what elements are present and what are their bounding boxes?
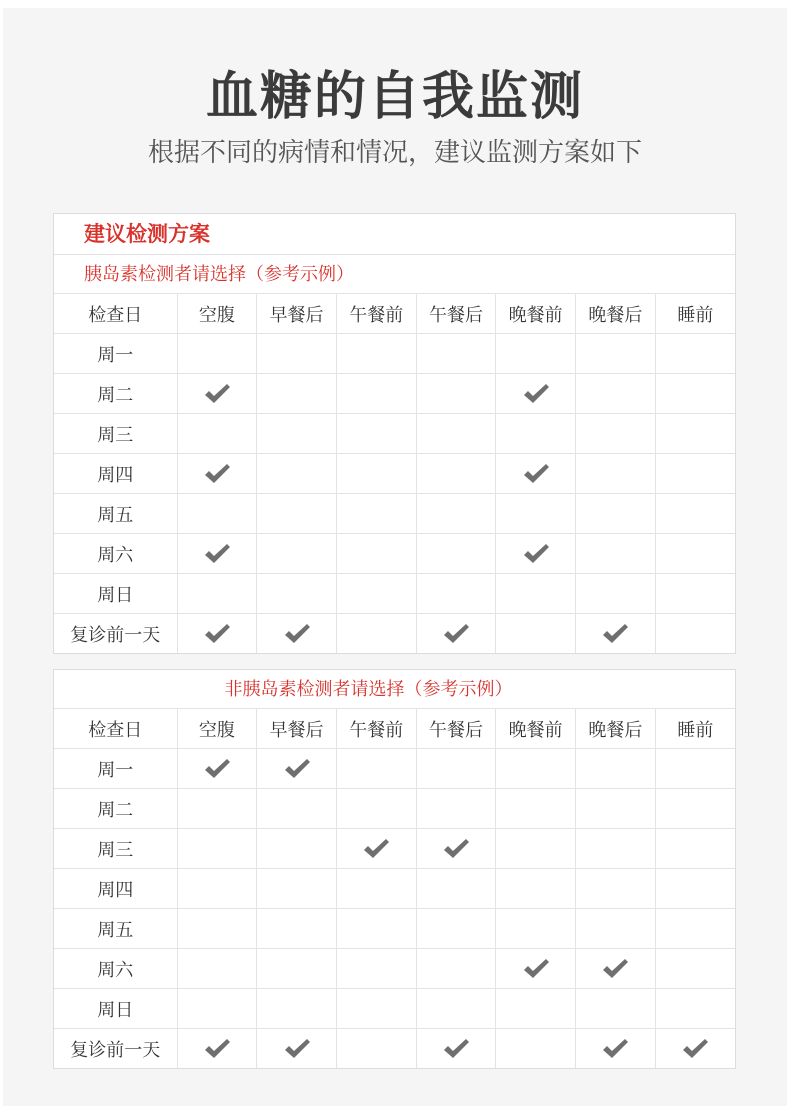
schedule-cell <box>576 334 656 374</box>
schedule-table <box>54 294 735 653</box>
schedule-cell <box>576 949 656 989</box>
column-header: 检查日 <box>54 294 177 334</box>
schedule-cell <box>336 534 416 574</box>
card-subheading: 胰岛素检测者请选择（参考示例） <box>54 255 735 294</box>
schedule-cell <box>257 909 337 949</box>
schedule-cell <box>257 414 337 454</box>
schedule-cell <box>496 989 576 1029</box>
schedule-cell <box>257 869 337 909</box>
table-header-row <box>54 709 735 749</box>
checkmark-icon <box>442 622 470 646</box>
column-header: 午餐后 <box>416 709 496 749</box>
day-label: 周四 <box>54 869 177 909</box>
schedule-cell <box>336 454 416 494</box>
column-header: 午餐后 <box>416 294 496 334</box>
schedule-cell <box>496 1029 576 1069</box>
schedule-cell <box>655 789 735 829</box>
schedule-cell <box>576 494 656 534</box>
column-header: 午餐前 <box>336 709 416 749</box>
schedule-cell <box>177 454 257 494</box>
schedule-cell <box>576 989 656 1029</box>
schedule-cell <box>576 829 656 869</box>
schedule-cell <box>576 534 656 574</box>
schedule-cell <box>177 1029 257 1069</box>
schedule-cell <box>655 334 735 374</box>
table-row <box>54 1029 735 1069</box>
checkmark-icon <box>203 462 231 486</box>
table-row <box>54 534 735 574</box>
schedule-cell <box>177 789 257 829</box>
schedule-cell <box>416 949 496 989</box>
schedule-table <box>54 709 735 1068</box>
schedule-cell <box>177 614 257 654</box>
column-header: 空腹 <box>177 294 257 334</box>
checkmark-icon <box>203 1037 231 1061</box>
column-header: 睡前 <box>655 294 735 334</box>
schedule-cell <box>496 949 576 989</box>
schedule-cell <box>416 454 496 494</box>
schedule-cell <box>416 574 496 614</box>
schedule-cell <box>576 414 656 454</box>
schedule-cell <box>655 454 735 494</box>
checkmark-icon <box>362 837 390 861</box>
checkmark-icon <box>522 957 550 981</box>
schedule-cell <box>336 749 416 789</box>
table-row <box>54 414 735 454</box>
table-row <box>54 454 735 494</box>
schedule-cell <box>257 494 337 534</box>
schedule-cell <box>496 909 576 949</box>
column-header: 早餐后 <box>257 294 337 334</box>
schedule-cell <box>416 494 496 534</box>
day-label: 周一 <box>54 749 177 789</box>
schedule-cell <box>336 374 416 414</box>
checkmark-icon <box>283 622 311 646</box>
schedule-cell <box>496 494 576 534</box>
schedule-cell <box>496 374 576 414</box>
schedule-cell <box>257 749 337 789</box>
table-row <box>54 869 735 909</box>
table-row <box>54 574 735 614</box>
column-header: 晚餐后 <box>576 294 656 334</box>
checkmark-icon <box>681 1037 709 1061</box>
schedule-cell <box>177 574 257 614</box>
schedule-cell <box>336 574 416 614</box>
day-label: 周五 <box>54 909 177 949</box>
schedule-cell <box>177 989 257 1029</box>
schedule-cell <box>257 1029 337 1069</box>
checkmark-icon <box>522 542 550 566</box>
schedule-cell <box>416 534 496 574</box>
schedule-cell <box>416 789 496 829</box>
checkmark-icon <box>601 1037 629 1061</box>
schedule-cell <box>177 494 257 534</box>
day-label: 周二 <box>54 374 177 414</box>
checkmark-icon <box>203 542 231 566</box>
schedule-cell <box>655 494 735 534</box>
column-header: 晚餐前 <box>496 709 576 749</box>
checkmark-icon <box>203 622 231 646</box>
schedule-cell <box>336 1029 416 1069</box>
schedule-cell <box>496 829 576 869</box>
schedule-cell <box>177 829 257 869</box>
table-row <box>54 989 735 1029</box>
page-subtitle: 根据不同的病情和情况，建议监测方案如下 <box>147 138 642 168</box>
schedule-cell <box>336 829 416 869</box>
day-label: 复诊前一天 <box>54 614 177 654</box>
schedule-cell <box>496 749 576 789</box>
checkmark-icon <box>203 382 231 406</box>
schedule-cell <box>496 534 576 574</box>
schedule-cell <box>655 909 735 949</box>
schedule-cell <box>257 374 337 414</box>
schedule-cell <box>336 789 416 829</box>
schedule-cell <box>177 534 257 574</box>
day-label: 周六 <box>54 534 177 574</box>
schedule-cell <box>655 869 735 909</box>
column-header: 午餐前 <box>336 294 416 334</box>
schedule-cell <box>655 574 735 614</box>
schedule-cell <box>257 534 337 574</box>
checkmark-icon <box>522 462 550 486</box>
schedule-cell <box>655 414 735 454</box>
table-row <box>54 749 735 789</box>
checkmark-icon <box>283 757 311 781</box>
schedule-cell <box>336 869 416 909</box>
schedule-cell <box>257 334 337 374</box>
schedule-cell <box>257 989 337 1029</box>
table-header-row <box>54 294 735 334</box>
schedule-cell <box>416 989 496 1029</box>
schedule-cell <box>416 1029 496 1069</box>
schedule-cell <box>496 614 576 654</box>
schedule-cell <box>496 869 576 909</box>
checkmark-icon <box>283 1037 311 1061</box>
schedule-cell <box>336 334 416 374</box>
day-label: 周二 <box>54 789 177 829</box>
schedule-cell <box>336 494 416 534</box>
table-row <box>54 494 735 534</box>
schedule-cell <box>257 789 337 829</box>
day-label: 周日 <box>54 574 177 614</box>
checkmark-icon <box>601 957 629 981</box>
table-row <box>54 949 735 989</box>
schedule-cell <box>496 574 576 614</box>
schedule-cell <box>177 869 257 909</box>
schedule-cell <box>177 374 257 414</box>
column-header: 空腹 <box>177 709 257 749</box>
schedule-cell <box>177 949 257 989</box>
schedule-cell <box>336 414 416 454</box>
schedule-cell <box>416 414 496 454</box>
column-header: 晚餐前 <box>496 294 576 334</box>
schedule-cell <box>416 374 496 414</box>
checkmark-icon <box>442 837 470 861</box>
schedule-cell <box>257 829 337 869</box>
schedule-cell <box>576 869 656 909</box>
column-header: 睡前 <box>655 709 735 749</box>
schedule-cell <box>655 949 735 989</box>
schedule-cell <box>576 749 656 789</box>
schedule-cell <box>576 574 656 614</box>
schedule-cell <box>576 1029 656 1069</box>
checkmark-icon <box>522 382 550 406</box>
schedule-cell <box>576 454 656 494</box>
schedule-cell <box>576 909 656 949</box>
checkmark-icon <box>601 622 629 646</box>
day-label: 周一 <box>54 334 177 374</box>
card-subheading: 非胰岛素检测者请选择（参考示例） <box>54 670 735 709</box>
schedule-cell <box>655 989 735 1029</box>
schedule-cell <box>416 829 496 869</box>
day-label: 周三 <box>54 414 177 454</box>
schedule-cell <box>416 869 496 909</box>
day-label: 周三 <box>54 829 177 869</box>
insulin-schedule-card <box>53 213 736 654</box>
schedule-cell <box>177 334 257 374</box>
column-header: 晚餐后 <box>576 709 656 749</box>
schedule-cell <box>416 614 496 654</box>
non-insulin-schedule-card <box>53 669 736 1069</box>
schedule-cell <box>177 909 257 949</box>
schedule-cell <box>655 829 735 869</box>
schedule-cell <box>655 749 735 789</box>
schedule-cell <box>257 614 337 654</box>
schedule-cell <box>576 614 656 654</box>
table-row <box>54 374 735 414</box>
day-label: 周日 <box>54 989 177 1029</box>
schedule-cell <box>177 414 257 454</box>
schedule-cell <box>177 749 257 789</box>
schedule-cell <box>257 574 337 614</box>
checkmark-icon <box>203 757 231 781</box>
schedule-cell <box>496 789 576 829</box>
column-header: 早餐后 <box>257 709 337 749</box>
schedule-cell <box>655 374 735 414</box>
schedule-cell <box>416 909 496 949</box>
schedule-cell <box>655 534 735 574</box>
schedule-cell <box>257 454 337 494</box>
column-header: 检查日 <box>54 709 177 749</box>
schedule-cell <box>496 454 576 494</box>
table-row <box>54 909 735 949</box>
schedule-cell <box>496 334 576 374</box>
schedule-cell <box>655 1029 735 1069</box>
schedule-cell <box>655 614 735 654</box>
table-row <box>54 334 735 374</box>
checkmark-icon <box>442 1037 470 1061</box>
schedule-cell <box>416 749 496 789</box>
table-row <box>54 789 735 829</box>
day-label: 周四 <box>54 454 177 494</box>
schedule-cell <box>336 949 416 989</box>
table-row <box>54 614 735 654</box>
schedule-cell <box>416 334 496 374</box>
day-label: 周五 <box>54 494 177 534</box>
schedule-cell <box>336 614 416 654</box>
schedule-cell <box>336 909 416 949</box>
schedule-cell <box>336 989 416 1029</box>
card-heading: 建议检测方案 <box>54 214 735 255</box>
schedule-cell <box>576 374 656 414</box>
page-title: 血糖的自我监测 <box>205 67 584 127</box>
day-label: 周六 <box>54 949 177 989</box>
schedule-cell <box>576 789 656 829</box>
schedule-cell <box>257 949 337 989</box>
schedule-cell <box>496 414 576 454</box>
table-row <box>54 829 735 869</box>
day-label: 复诊前一天 <box>54 1029 177 1069</box>
